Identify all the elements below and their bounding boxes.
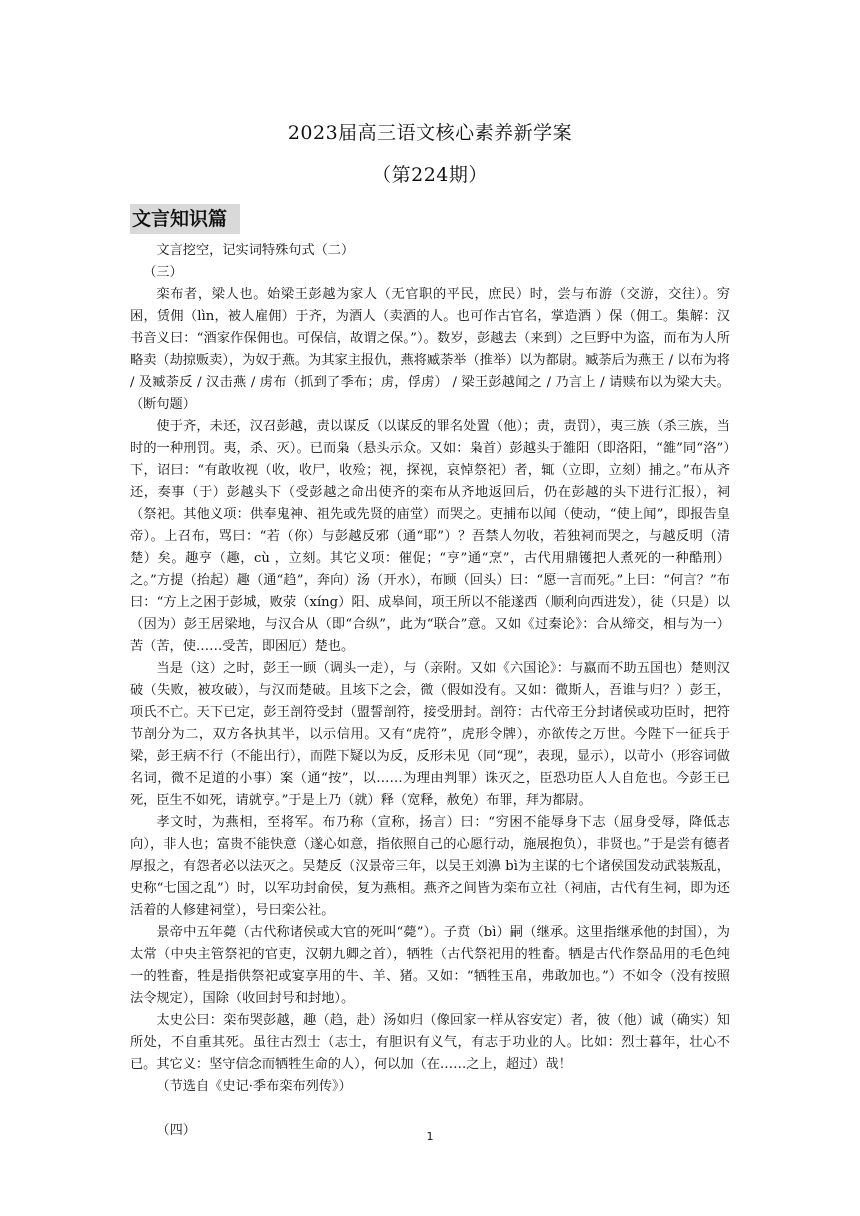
paragraph-1: 栾布者，梁人也。始梁王彭越为家人（无官职的平民，庶民）时，尝与布游（交游，交往）。穷困，赁佣（lìn，被人雇佣）于齐，为酒人（卖酒的人。也可作古官名，掌造酒 ）保（佣工。集解：汉书音义曰：“酒家作保佣也。可保信，故谓之保。”）。数岁，彭越去（来到）之巨野中为盗，而布为人所略卖（劫掠贩卖），为奴于燕。为其家主报仇，燕将臧荼举（推举）以为都尉。臧荼后为燕王 / 以布为将 / 及臧荼反 / 汉击燕 / 虏布（抓到了季布；虏，俘虏） / 梁王彭越闻之 / 乃言上 / 请赎布以为梁大夫。（断句题） xyxy=(130,287,730,412)
source-citation: （节选自《史记·季布栾布列传》） xyxy=(156,1079,352,1094)
paragraph-3: 当是（这）之时，彭王一顾（调头一走），与（亲附。又如《六国论》：与嬴而不助五国也）楚则汉破（失败，被攻破），与汉而楚破。且垓下之会，微（假如没有。又如：微斯人，吾谁与归？）彭王，项氏不亡。天下已定，彭王剖符受封（盟誓剖符，接受册封。剖符：古代帝王分封诸侯或功臣时，把符节剖分为二，双方各执其半，以示信用。又有“虎符”，虎形令牌），亦欲传之万世。今陛下一征兵于梁，彭王病不行（不能出行），而陛下疑以为反，反形未见（同“现”，表现，显示），以苛小（形容词做名词，微不足道的小事）案（通“按”，以……为理由判罪）诛灭之，臣恐功臣人人自危也。今彭王已死，臣生不如死，请就亨。”于是上乃（就）释（宽释，赦免）布罪，拜为都尉。 xyxy=(130,661,730,808)
issue-number: （第224期） xyxy=(372,164,488,186)
page-number: 1 xyxy=(426,1130,434,1143)
part-label-4: （四） xyxy=(156,1123,196,1138)
paragraph-4: 孝文时，为燕相，至将军。布乃称（宣称，扬言）曰：“穷困不能辱身下志（屈身受辱，降低志向），非人也；富贵不能快意（遂心如意，指依照自己的心愿行动，施展抱负），非贤也。”于是尝有德者厚报之，有怨者必以法灭之。吴楚反（汉景帝三年，以吴王刘濞 bì为主谋的七个诸侯国发动武装叛乱，史称“七国之乱”）时，以军功封俞侯，复为燕相。燕齐之间皆为栾布立社（祠庙，古代有生祠，即为还活着的人修建祠堂），号曰栾公社。 xyxy=(130,815,730,918)
paragraph-5: 景帝中五年薨（古代称诸侯或大官的死叫“薨”）。子贲（bì）嗣（继承。这里指继承他的封国），为太常（中央主管祭祀的官吏，汉朝九卿之首），牺牲（古代祭祀用的牲畜。牺是古代作祭品用的毛色纯一的牲畜，牲是指供祭祀或宴享用的牛、羊、猪。又如：“牺牲玉帛，弗敢加也。”）不如令（没有按照法令规定），国除（收回封号和封地）。 xyxy=(130,925,730,1006)
exercise-subtitle: 文言挖空，记实词特殊句式（二） xyxy=(156,243,355,258)
section-heading: 文言知识篇 xyxy=(130,204,240,234)
article-body xyxy=(130,240,730,1142)
paragraph-2: 使于齐，未还，汉召彭越，责以谋反（以谋反的罪名处置（他）；责，责罚），夷三族（杀三族，当时的一种刑罚。夷，杀、灭）。已而枭（悬头示众。又如：枭首）彭越头于雒阳（即洛阳，“雒”同“洛”）下，诏曰：“有敢收视（收，收尸，收殓；视，探视，哀悼祭祀）者，辄（立即，立刻）捕之。”布从齐还，奏事（于）彭越头下（受彭越之命出使齐的栾布从齐地返回后，仍在彭越的头下进行汇报），祠（祭祀。其他义项：供奉鬼神、祖先或先贤的庙堂）而哭之。吏捕布以闻（使动，“使上闻”，即报告皇帝）。上召布，骂曰：“若（你）与彭越反邪（通“耶”）？吾禁人勿收，若独祠而哭之，与越反明（清楚）矣。趣亨（趣，cù ，立刻。其它义项：催促；“亨”通“烹”，古代用鼎镬把人煮死的一种酷刑）之。”方提（抬起）趣（通“趋”，奔向）汤（开水），布顾（回头）曰：“愿一言而死。”上曰：“何言？”布曰：“方上之困于彭城，败荥（xíng）阳、成皋间，项王所以不能遂西（顺利向西进发），徒（只是）以（因为）彭王居梁地，与汉合从（即“合纵”，此为“联合”意。又如《过秦论》：合从缔交，相与为一）苦（苦，使……受苦，即困厄）楚也。 xyxy=(130,419,730,654)
part-label-3: （三） xyxy=(143,265,183,280)
paragraph-6: 太史公曰：栾布哭彭越，趣（趋，赴）汤如归（像回家一样从容安定）者，彼（他）诚（确实）知所处，不自重其死。虽往古烈士（志士，有胆识有义气，有志于功业的人。比如：烈士暮年，壮心不已。其它义：坚守信念而牺牲生命的人），何以加（在……之上，超过）哉！ xyxy=(130,1013,730,1072)
document-title: 2023届高三语文核心素养新学案 xyxy=(287,122,573,144)
